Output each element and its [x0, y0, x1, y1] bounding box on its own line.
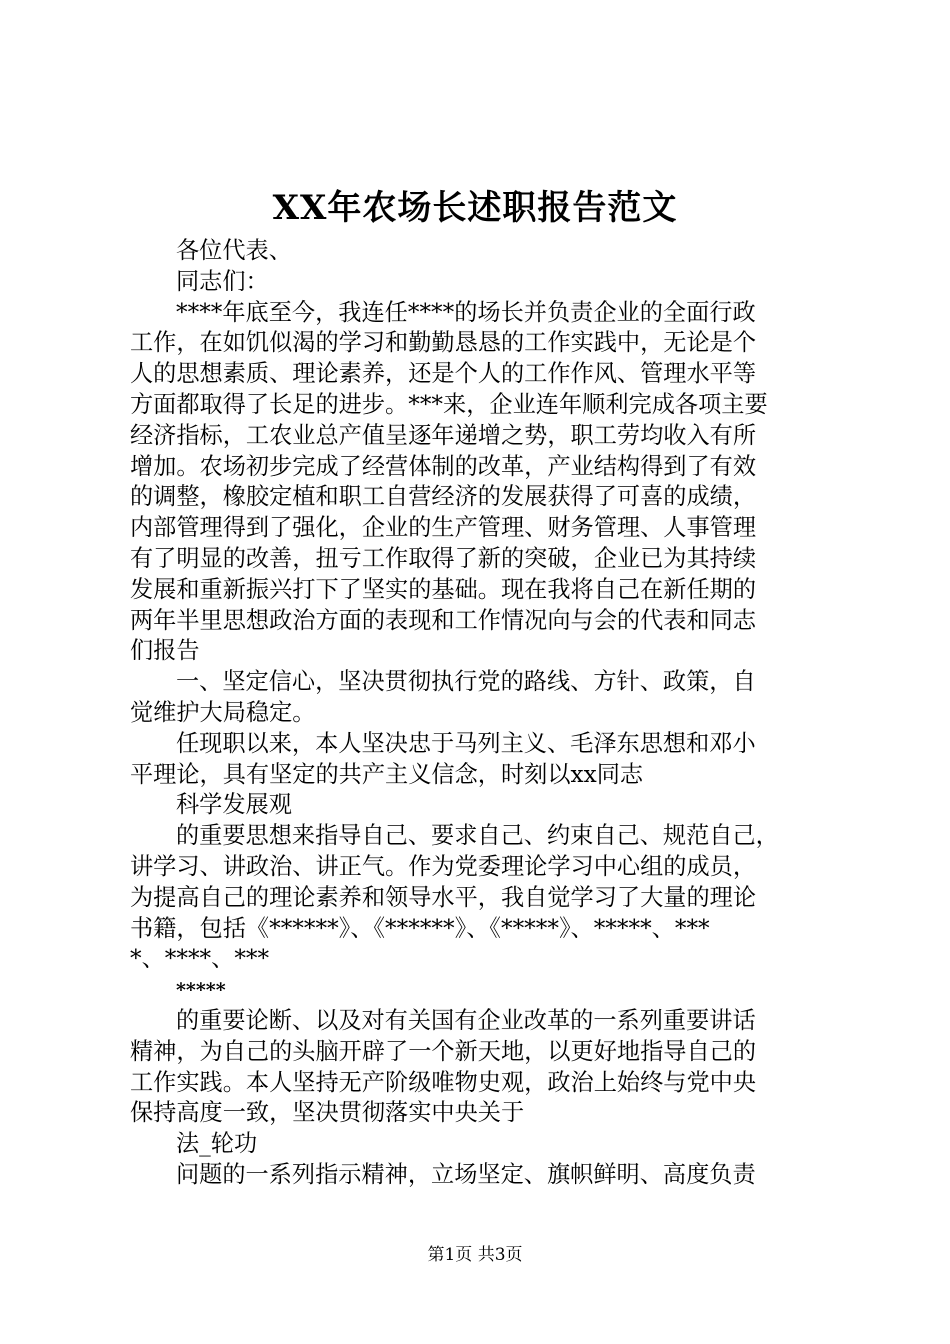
paragraph-line: 内部管理得到了强化，企业的生产管理、财务管理、人事管理: [130, 514, 757, 542]
paragraph-line: *、****、***: [130, 945, 270, 973]
page-footer: 第1页 共3页: [427, 1245, 523, 1265]
section-heading-line: 觉维护大局稳定。: [130, 698, 316, 726]
paragraph-line: 发展和重新振兴打下了坚实的基础。现在我将自己在新任期的: [130, 575, 757, 603]
paragraph-line: 经济指标，工农业总产值呈逐年递增之势，职工劳均收入有所: [130, 421, 757, 449]
paragraph-line: 书籍，包括《******》、《******》、《*****》、*****、***: [130, 914, 710, 942]
paragraph-line: 有了明显的改善，扭亏工作取得了新的突破，企业已为其持续: [130, 544, 757, 572]
paragraph-line: 为提高自己的理论素养和领导水平，我自觉学习了大量的理论: [130, 883, 757, 911]
paragraph-line: 们报告: [130, 637, 200, 665]
paragraph-line: 保持高度一致，坚决贯彻落实中央关于: [130, 1099, 525, 1127]
paragraph-line: 精神，为自己的头脑开辟了一个新天地，以更好地指导自己的: [130, 1037, 757, 1065]
paragraph-line: 工作，在如饥似渴的学习和勤勤恳恳的工作实践中，无论是个: [130, 329, 757, 357]
paragraph-line: 工作实践。本人坚持无产阶级唯物史观，政治上始终与党中央: [130, 1068, 757, 1096]
document-body: [130, 236, 830, 1191]
paragraph-line: 科学发展观: [176, 791, 292, 819]
paragraph-line: 的重要思想来指导自己、要求自己、约束自己、规范自己，: [176, 822, 779, 850]
paragraph-line: ****年底至今，我连任****的场长并负责企业的全面行政: [176, 298, 756, 326]
paragraph-line: 的调整，橡胶定植和职工自营经济的发展获得了可喜的成绩，: [130, 483, 757, 511]
paragraph-line: 的重要论断、以及对有关国有企业改革的一系列重要讲话: [176, 1006, 756, 1034]
section-heading-line: 一、坚定信心，坚决贯彻执行党的路线、方针、政策，自: [176, 668, 756, 696]
paragraph-line: 增加。农场初步完成了经营体制的改革，产业结构得到了有效: [130, 452, 757, 480]
paragraph-line: 法_轮功: [176, 1130, 258, 1158]
paragraph-line: 方面都取得了长足的进步。***来，企业连年顺利完成各项主要: [130, 390, 768, 418]
paragraph-line: *****: [176, 979, 226, 1002]
paragraph-line: 问题的一系列指示精神，立场坚定、旗帜鲜明、高度负责: [176, 1160, 756, 1188]
paragraph-line: 任现职以来，本人坚决忠于马列主义、毛泽东思想和邓小: [176, 729, 756, 757]
paragraph-line: 人的思想素质、理论素养，还是个人的工作作风、管理水平等: [130, 360, 757, 388]
paragraph-line: 两年半里思想政治方面的表现和工作情况向与会的代表和同志: [130, 606, 757, 634]
salutation-line: 同志们：: [176, 267, 269, 295]
salutation-line: 各位代表、: [176, 237, 292, 264]
paragraph-line: 讲学习、讲政治、讲正气。作为党委理论学习中心组的成员，: [130, 852, 757, 880]
paragraph-line: 平理论，具有坚定的共产主义信念，时刻以xx同志: [130, 760, 644, 788]
document-title: XX年农场长述职报告范文: [272, 188, 678, 228]
